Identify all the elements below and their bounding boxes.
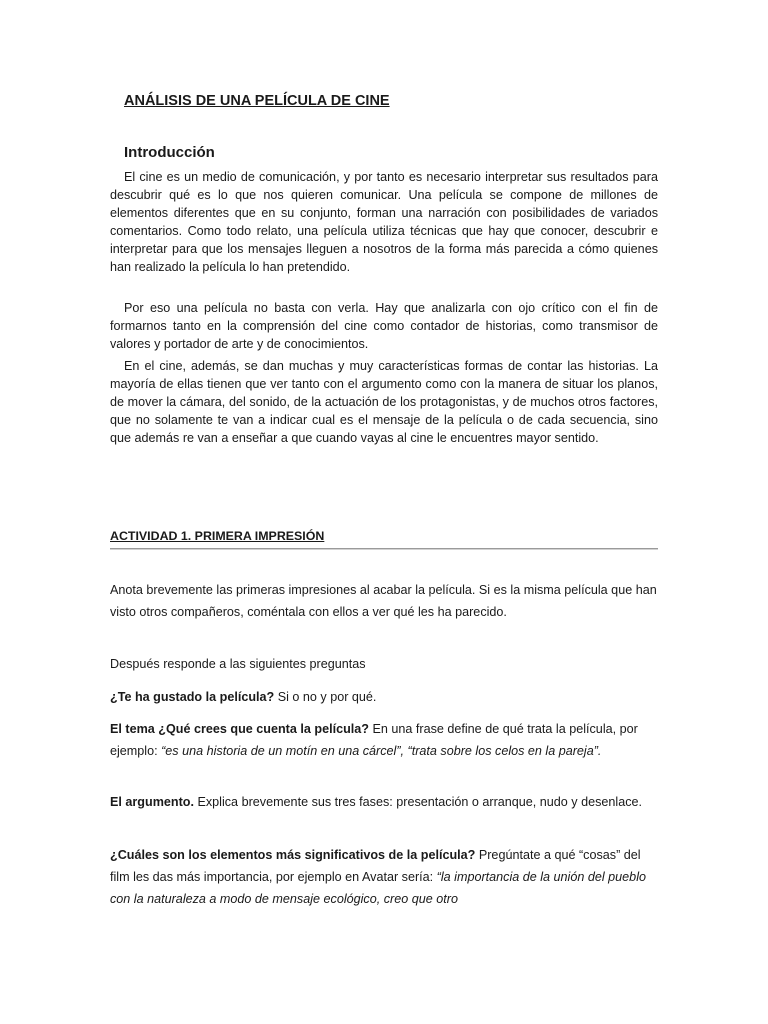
intro-paragraph-1: El cine es un medio de comunicación, y por tanto es necesario interpretar sus resultados para descubrir qué es lo que nos quieren comunicar. Una película se compone de millones de elementos diferentes que en su conjunto, forman una narración con posibilidades de variados comentarios. Como todo relato, una película utiliza técnicas que hay que conocer, descubrir e interpretar para que los mensajes lleguen a nosotros de la forma más parecida a cómo quienes han realizado la película lo han pretendido. xyxy=(110,170,658,274)
intro-heading: Introducción xyxy=(124,144,215,161)
question-plot xyxy=(110,791,660,813)
question-theme-text: En una frase define de qué trata la película, por ejemplo: xyxy=(110,722,638,758)
document-title: ANÁLISIS DE UNA PELÍCULA DE CINE xyxy=(124,93,390,109)
intro-paragraph-3: En el cine, además, se dan muchas y muy características formas de contar las historias. La mayoría de ellas tienen que ver tanto con el argumento como con la manera de situar los planos, de mover la cámara, del sonido, de la actuación de los protagonistas, y de muchos otros factores, que no solamente te van a indicar cual es el mensaje de la película o de cada secuencia, sino que además re van a enseñar a que cuando vayas al cine le encuentres mayor sentido. xyxy=(110,359,658,445)
question-elements-label: ¿Cuáles son los elementos más significativos de la película? xyxy=(110,848,476,862)
question-liked-label: ¿Te ha gustado la película? xyxy=(110,690,275,704)
section-divider xyxy=(110,548,658,550)
question-plot-text: Explica brevemente sus tres fases: presentación o arranque, nudo y desenlace. xyxy=(193,795,643,809)
question-theme xyxy=(110,718,660,762)
question-elements xyxy=(110,844,660,910)
questions-intro: Después responde a las siguientes preguntas xyxy=(110,657,366,671)
question-elements-example: “la importancia de la unión del pueblo con la naturaleza a modo de mensaje ecológico, creo que otro xyxy=(110,870,646,906)
question-liked-text: Si o no y por qué. xyxy=(274,690,377,704)
question-liked xyxy=(110,686,660,708)
activity-heading: ACTIVIDAD 1. PRIMERA IMPRESIÓN xyxy=(110,529,325,543)
intro-paragraph-2: Por eso una película no basta con verla. Hay que analizarla con ojo crítico con el fin de formarnos tanto en la comprensión del cine como contador de historias, como transmisor de valores y portador de arte y de conocimientos. xyxy=(110,301,658,351)
activity-intro: Anota brevemente las primeras impresiones al acabar la película. Si es la misma película que han visto otros compañeros, coméntala con ellos a ver qué les ha parecido. xyxy=(110,583,657,619)
question-elements-text: Pregúntate a qué “cosas” del film les das más importancia, por ejemplo en Avatar sería: xyxy=(110,848,641,884)
question-theme-label: El tema ¿Qué crees que cuenta la película? xyxy=(110,722,369,736)
question-theme-example: “es una historia de un motín en una cárcel”, “trata sobre los celos en la pareja”. xyxy=(161,744,602,758)
question-plot-label: El argumento. xyxy=(110,795,194,809)
